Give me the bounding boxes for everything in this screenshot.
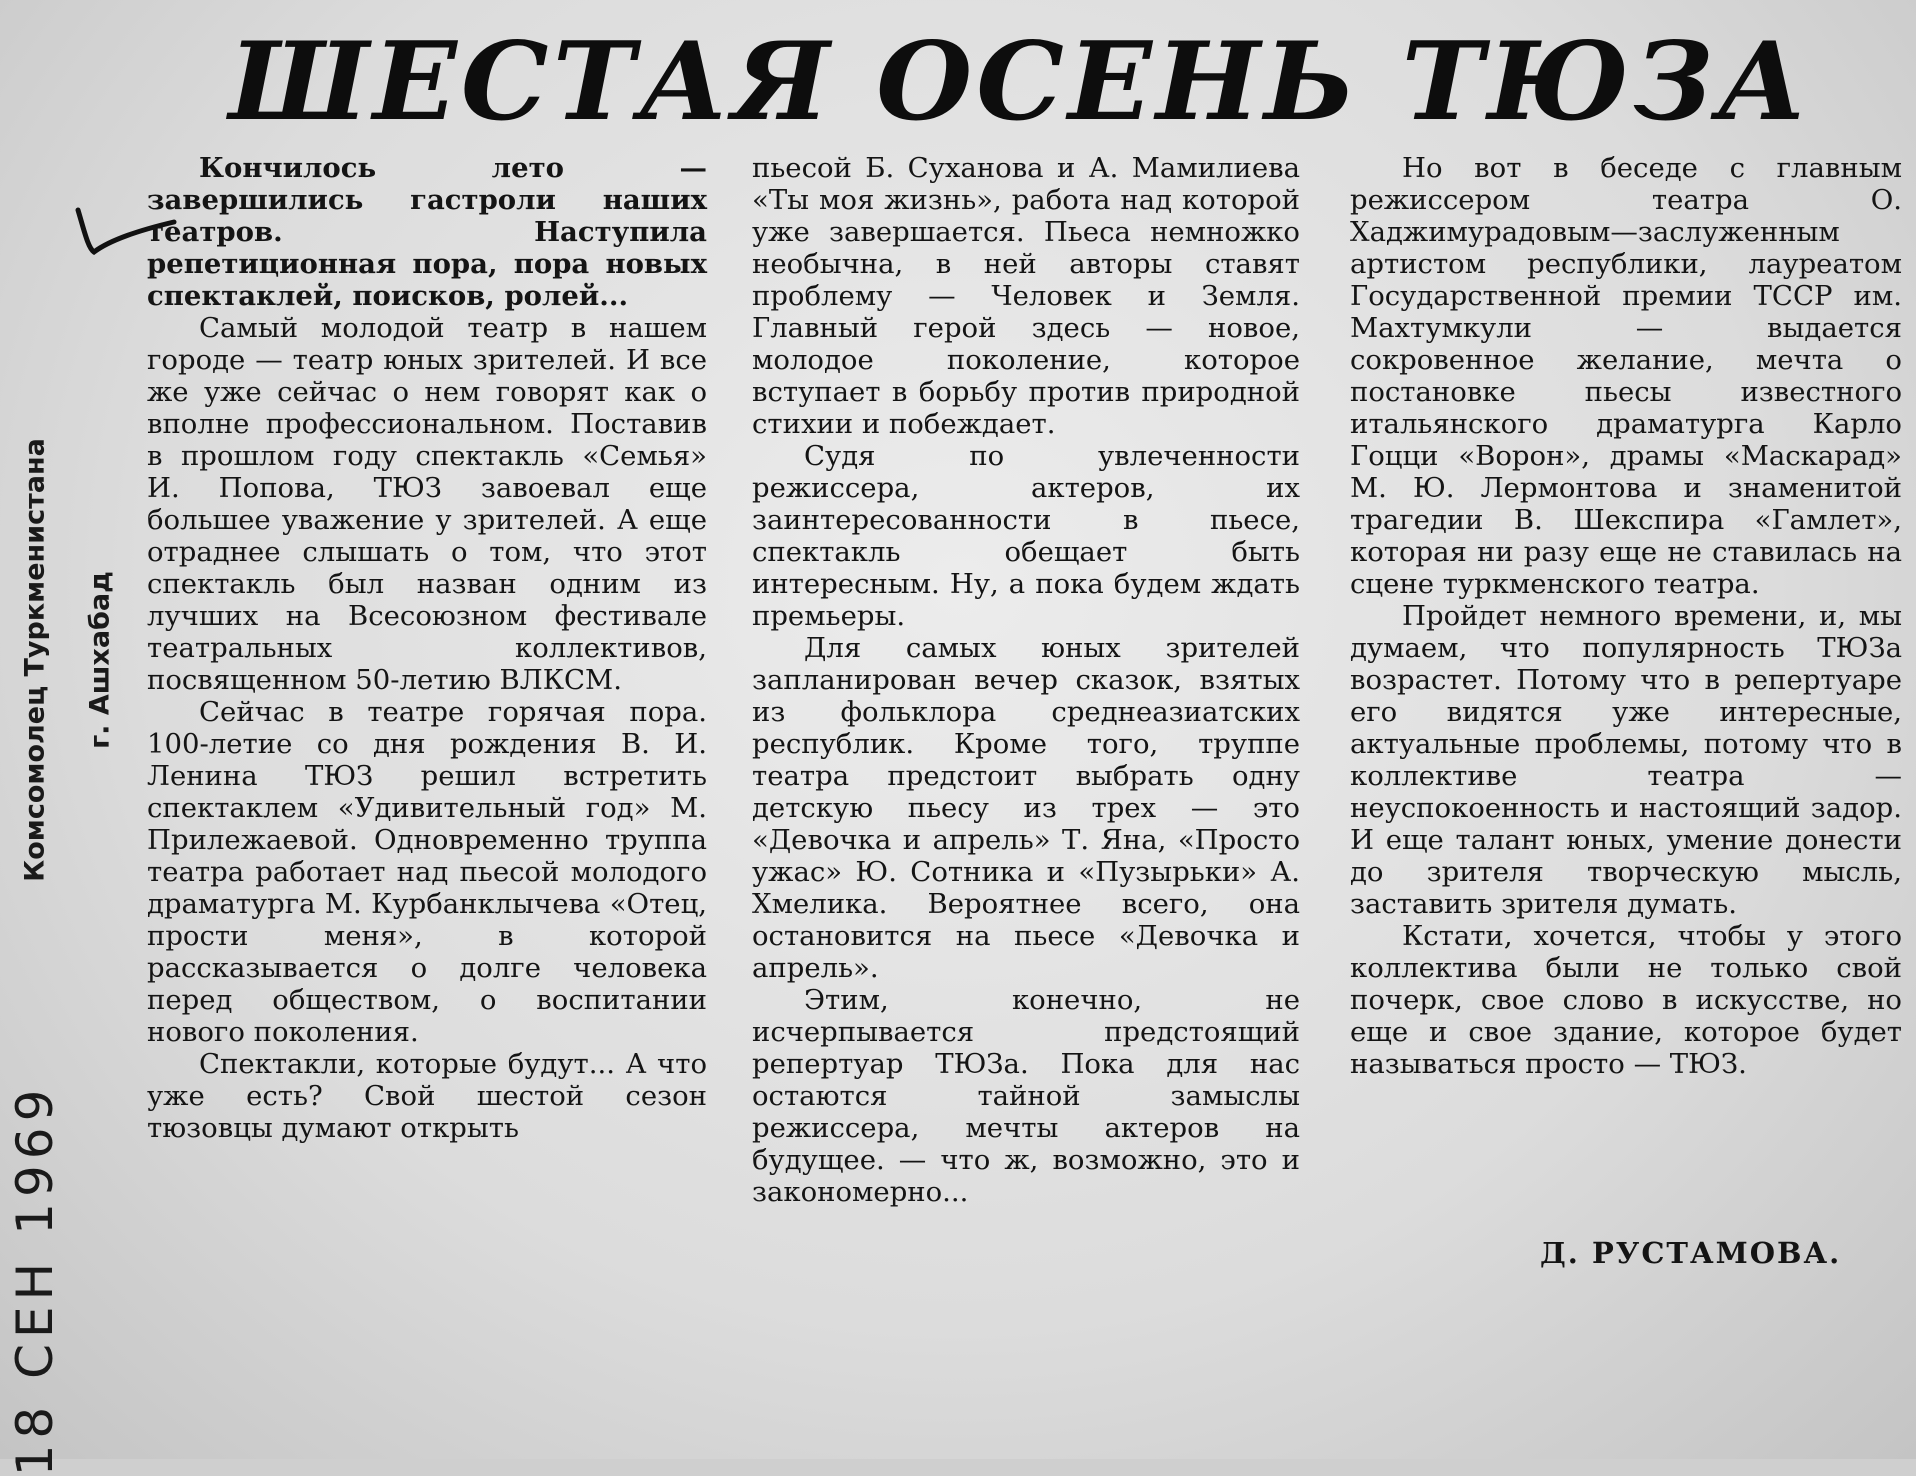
paragraph: Но вот в беседе с главным режиссером театра О. Хаджимурадовым—заслуженным артистом республики, лауреатом Государственной премии ТССР им. Махтумкули — выдается сокровенное желание, мечта о постановке пьесы известного итальянского драматурга Карло Гоцци «Ворон», драмы «Маскарад» М. Ю. Лермонтова и знаменитой трагедии В. Шекспира «Гамлет», которая ни разу еще не ставилась на сцене туркменского театра. xyxy=(1350,152,1902,600)
paragraph: Кстати, хочется, чтобы у этого коллектива были не только свой почерк, свое слово в искусстве, но еще и свое здание, которое будет называться просто — ТЮЗ. xyxy=(1350,920,1902,1080)
paragraph: Для самых юных зрителей запланирован вечер сказок, взятых из фольклора среднеазиатских республик. Кроме того, труппе театра предстоит выбрать одну детскую пьесу из трех — это «Девочка и апрель» Т. Яна, «Просто ужас» Ю. Сотника и «Пузырьки» А. Хмелика. Вероятнее всего, она остановится на пьесе «Девочка и апрель». xyxy=(752,632,1300,984)
date-stamp xyxy=(0,1083,70,1476)
newspaper-name: Комсомолец Туркменистана xyxy=(19,438,51,882)
paragraph: Самый молодой театр в нашем городе — театр юных зрителей. И все же уже сейчас о нем говорят как о вполне профессиональном. Поставив в прошлом году спектакль «Семья» И. Попова, ТЮЗ завоевал еще большее уважение у зрителей. А еще отраднее слышать о том, что этот спектакль был назван одним из лучших на Всесоюзном фестивале театральных коллективов, посвященном 50-летию ВЛКСМ. xyxy=(147,312,707,696)
paragraph: пьесой Б. Суханова и А. Мамилиева «Ты моя жизнь», работа над которой уже завершается. Пьеса немножко необычна, в ней авторы ставят проблему — Человек и Земля. Главный герой здесь — новое, молодое поколение, которое вступает в борьбу против природной стихии и побеждает. xyxy=(752,152,1300,440)
date-text: 18 СЕН 1969 xyxy=(6,1083,64,1476)
newspaper-name-stamp xyxy=(0,380,70,940)
article-column-1 xyxy=(147,152,707,1144)
paragraph: Сейчас в театре горячая пора. 100-летие со дня рождения В. И. Ленина ТЮЗ решил встретить спектаклем «Удивительный год» М. Прилежаевой. Одновременно труппа театра работает над пьесой молодого драматурга М. Курбанклычева «Отец, прости меня», в которой рассказывается о долге человека перед обществом, о воспитании нового поколения. xyxy=(147,696,707,1048)
paragraph: Спектакли, которые будут... А что уже есть? Свой шестой сезон тюзовцы думают открыть xyxy=(147,1048,707,1144)
city-stamp xyxy=(70,530,130,790)
paragraph: Этим, конечно, не исчерпывается предстоящий репертуар ТЮЗа. Пока для нас остаются тайной замыслы режиссера, мечты актеров на будущее. — что ж, возможно, это и закономерно... xyxy=(752,984,1300,1208)
author-signature: Д. РУСТАМОВА. xyxy=(1540,1236,1842,1270)
city-name: г. Ашхабад xyxy=(84,571,116,749)
lead-paragraph: Кончилось лето — завершились гастроли наших театров. Наступила репетиционная пора, пора новых спектаклей, поисков, ролей... xyxy=(147,152,707,312)
paragraph: Пройдет немного времени, и, мы думаем, что популярность ТЮЗа возрастет. Потому что в репертуаре его видятся уже интересные, актуальные проблемы, потому что в коллективе театра — неуспокоенность и настоящий задор. И еще талант юных, умение донести до зрителя творческую мысль, заставить зрителя думать. xyxy=(1350,600,1902,920)
article-column-2 xyxy=(752,152,1300,1208)
paragraph: Судя по увлеченности режиссера, актеров, их заинтересованности в пьесе, спектакль обещает быть интересным. Ну, а пока будем ждать премьеры. xyxy=(752,440,1300,632)
headline: ШЕСТАЯ ОСЕНЬ ТЮЗА xyxy=(229,19,1811,145)
article-column-3 xyxy=(1350,152,1902,1080)
